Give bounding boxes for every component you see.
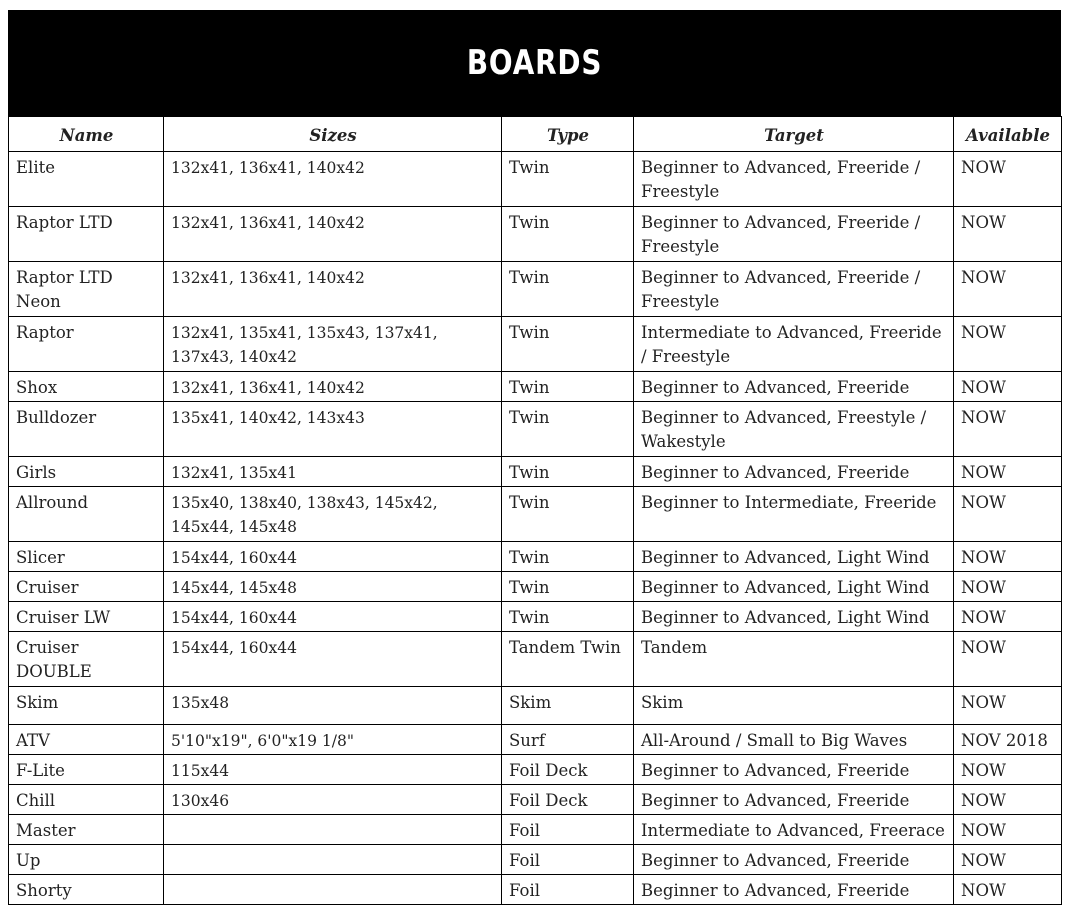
table-row [9, 687, 1062, 725]
cell-type: Foil Deck [502, 785, 634, 815]
cell-type: Twin [502, 317, 634, 372]
cell-target: Beginner to Advanced, Freeride [634, 457, 954, 487]
cell-name: Raptor [9, 317, 164, 372]
cell-name: F-Lite [9, 755, 164, 785]
cell-type: Twin [502, 542, 634, 572]
cell-type: Tandem Twin [502, 632, 634, 687]
cell-available: NOW [954, 317, 1062, 372]
table-row [9, 755, 1062, 785]
cell-type: Twin [502, 602, 634, 632]
cell-target: Beginner to Advanced, Freeride / Freestyle [634, 262, 954, 317]
cell-available: NOW [954, 632, 1062, 687]
cell-name: Bulldozer [9, 402, 164, 457]
cell-available: NOW [954, 602, 1062, 632]
cell-available: NOW [954, 875, 1062, 905]
cell-type: Twin [502, 262, 634, 317]
cell-type: Twin [502, 457, 634, 487]
cell-sizes: 132x41, 136x41, 140x42 [164, 152, 502, 207]
cell-target: Beginner to Intermediate, Freeride [634, 487, 954, 542]
table-row [9, 602, 1062, 632]
column-header-sizes: Sizes [164, 117, 502, 152]
table-row [9, 875, 1062, 905]
table-row [9, 845, 1062, 875]
title-banner [8, 10, 1061, 116]
cell-sizes: 154x44, 160x44 [164, 602, 502, 632]
page-title: BOARDS [466, 43, 603, 83]
table-row [9, 207, 1062, 262]
cell-target: Intermediate to Advanced, Freeride / Freestyle [634, 317, 954, 372]
cell-sizes: 132x41, 135x41, 135x43, 137x41, 137x43, 140x42 [164, 317, 502, 372]
table-row [9, 457, 1062, 487]
cell-target: Beginner to Advanced, Light Wind [634, 542, 954, 572]
cell-sizes: 154x44, 160x44 [164, 632, 502, 687]
cell-sizes: 130x46 [164, 785, 502, 815]
cell-target: Beginner to Advanced, Freeride [634, 875, 954, 905]
cell-available: NOW [954, 572, 1062, 602]
cell-available: NOW [954, 687, 1062, 725]
table-row [9, 725, 1062, 755]
cell-available: NOW [954, 785, 1062, 815]
cell-type: Twin [502, 207, 634, 262]
cell-available: NOW [954, 372, 1062, 402]
cell-available: NOV 2018 [954, 725, 1062, 755]
cell-sizes: 132x41, 135x41 [164, 457, 502, 487]
table-row [9, 815, 1062, 845]
cell-target: Skim [634, 687, 954, 725]
cell-name: Up [9, 845, 164, 875]
cell-available: NOW [954, 457, 1062, 487]
cell-name: ATV [9, 725, 164, 755]
table-row [9, 572, 1062, 602]
cell-sizes: 135x41, 140x42, 143x43 [164, 402, 502, 457]
cell-sizes: 154x44, 160x44 [164, 542, 502, 572]
cell-name: Slicer [9, 542, 164, 572]
cell-name: Skim [9, 687, 164, 725]
cell-available: NOW [954, 845, 1062, 875]
cell-target: Beginner to Advanced, Freeride / Freestyle [634, 152, 954, 207]
cell-name: Cruiser DOUBLE [9, 632, 164, 687]
cell-name: Raptor LTD [9, 207, 164, 262]
cell-type: Surf [502, 725, 634, 755]
cell-type: Twin [502, 572, 634, 602]
cell-sizes: 132x41, 136x41, 140x42 [164, 207, 502, 262]
table-row [9, 542, 1062, 572]
table-row [9, 402, 1062, 457]
cell-target: Beginner to Advanced, Freeride [634, 372, 954, 402]
boards-sheet [8, 10, 1061, 905]
cell-type: Foil Deck [502, 755, 634, 785]
cell-sizes: 145x44, 145x48 [164, 572, 502, 602]
cell-target: All-Around / Small to Big Waves [634, 725, 954, 755]
cell-name: Chill [9, 785, 164, 815]
cell-name: Shorty [9, 875, 164, 905]
cell-sizes: 135x48 [164, 687, 502, 725]
column-header-type: Type [502, 117, 634, 152]
cell-sizes: 132x41, 136x41, 140x42 [164, 372, 502, 402]
cell-name: Cruiser [9, 572, 164, 602]
cell-name: Girls [9, 457, 164, 487]
cell-sizes [164, 875, 502, 905]
cell-target: Beginner to Advanced, Light Wind [634, 602, 954, 632]
cell-target: Beginner to Advanced, Freestyle / Wakestyle [634, 402, 954, 457]
cell-target: Beginner to Advanced, Freeride / Freestyle [634, 207, 954, 262]
cell-sizes [164, 845, 502, 875]
cell-type: Twin [502, 152, 634, 207]
cell-target: Tandem [634, 632, 954, 687]
cell-sizes: 115x44 [164, 755, 502, 785]
boards-table [8, 116, 1062, 905]
cell-sizes [164, 815, 502, 845]
table-row [9, 487, 1062, 542]
cell-type: Foil [502, 875, 634, 905]
cell-available: NOW [954, 207, 1062, 262]
cell-available: NOW [954, 755, 1062, 785]
table-row [9, 317, 1062, 372]
cell-available: NOW [954, 402, 1062, 457]
table-row [9, 152, 1062, 207]
cell-sizes: 132x41, 136x41, 140x42 [164, 262, 502, 317]
cell-type: Twin [502, 487, 634, 542]
cell-target: Beginner to Advanced, Light Wind [634, 572, 954, 602]
cell-sizes: 135x40, 138x40, 138x43, 145x42, 145x44, 145x48 [164, 487, 502, 542]
column-header-target: Target [634, 117, 954, 152]
table-row [9, 262, 1062, 317]
cell-type: Skim [502, 687, 634, 725]
cell-target: Beginner to Advanced, Freeride [634, 785, 954, 815]
cell-available: NOW [954, 262, 1062, 317]
cell-target: Beginner to Advanced, Freeride [634, 755, 954, 785]
cell-name: Raptor LTD Neon [9, 262, 164, 317]
cell-target: Intermediate to Advanced, Freerace [634, 815, 954, 845]
cell-available: NOW [954, 152, 1062, 207]
cell-sizes: 5'10"x19", 6'0"x19 1/8" [164, 725, 502, 755]
header-row [9, 117, 1062, 152]
cell-type: Foil [502, 845, 634, 875]
table-row [9, 372, 1062, 402]
cell-name: Master [9, 815, 164, 845]
column-header-available: Available [954, 117, 1062, 152]
cell-name: Cruiser LW [9, 602, 164, 632]
table-row [9, 632, 1062, 687]
column-header-name: Name [9, 117, 164, 152]
cell-type: Foil [502, 815, 634, 845]
cell-name: Elite [9, 152, 164, 207]
cell-name: Shox [9, 372, 164, 402]
cell-available: NOW [954, 815, 1062, 845]
cell-available: NOW [954, 542, 1062, 572]
cell-target: Beginner to Advanced, Freeride [634, 845, 954, 875]
cell-type: Twin [502, 402, 634, 457]
cell-available: NOW [954, 487, 1062, 542]
table-row [9, 785, 1062, 815]
cell-type: Twin [502, 372, 634, 402]
cell-name: Allround [9, 487, 164, 542]
